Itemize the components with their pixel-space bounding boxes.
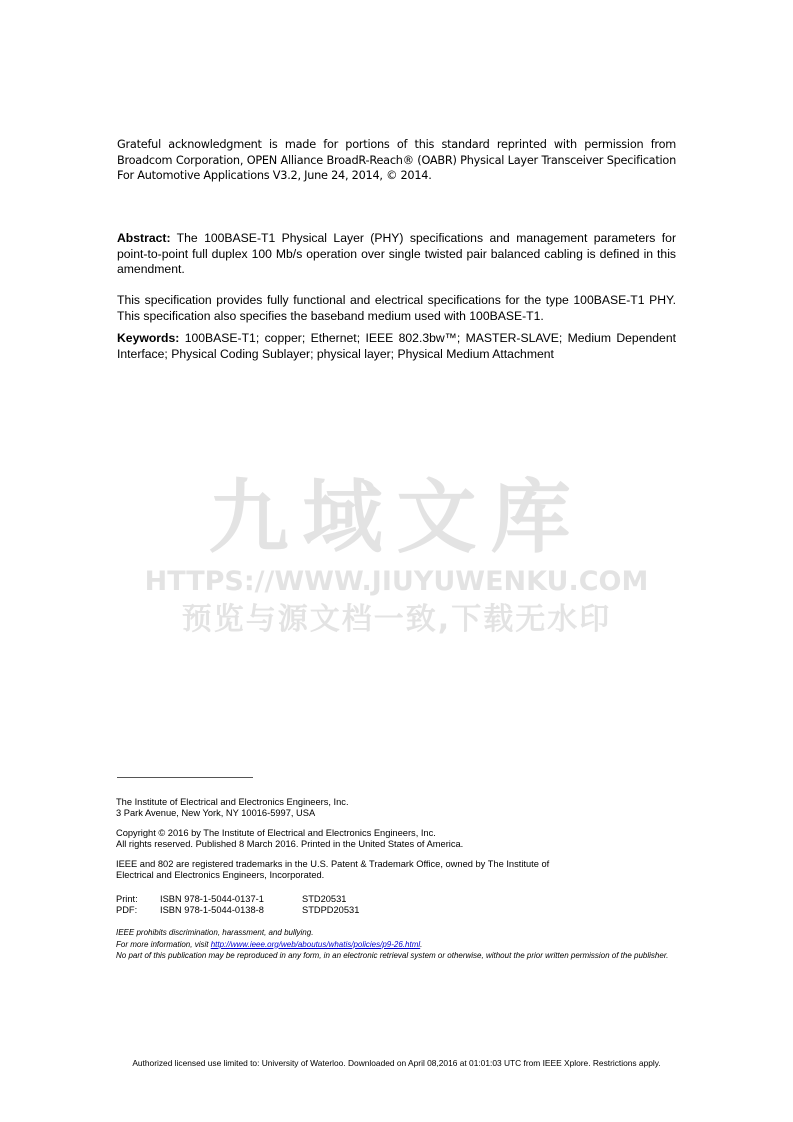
- isbn-number: ISBN 978-1-5044-0138-8: [160, 904, 264, 915]
- publisher-name: The Institute of Electrical and Electronics Engineers, Inc.: [116, 797, 349, 807]
- notice-more-info-suffix: .: [420, 939, 423, 949]
- keywords-label: Keywords:: [117, 331, 180, 345]
- isbn-row-pdf: [116, 905, 359, 916]
- publisher-address: 3 Park Avenue, New York, NY 10016-5997, USA: [116, 807, 316, 818]
- trademark-line-2: Electrical and Electronics Engineers, Incorporated.: [116, 869, 325, 880]
- notices-block: [116, 927, 686, 962]
- abstract-paragraph: [117, 231, 676, 278]
- specification-paragraph: This specification provides fully functional and electrical specifications for the type 100BASE-T1 PHY. This specification also specifies the baseband medium used with 100BASE-T1.: [117, 293, 676, 323]
- notice-more-info: [116, 939, 686, 951]
- license-footer: Authorized licensed use limited to: University of Waterloo. Downloaded on April 08,2016 at 01:01:03 UTC from IEEE Xplore. Restrictions apply.: [132, 1058, 661, 1068]
- watermark-url: HTTPS://WWW.JIUYUWENKU.COM: [144, 566, 649, 597]
- copyright-block: [116, 828, 463, 849]
- copyright-line-2: All rights reserved. Published 8 March 2016. Printed in the United States of America.: [116, 838, 464, 849]
- publisher-block: [116, 797, 349, 818]
- notice-discrimination: IEEE prohibits discrimination, harassment, and bullying.: [116, 928, 314, 937]
- abstract-label: Abstract:: [117, 231, 171, 245]
- notice-more-info-prefix: For more information, visit: [116, 939, 211, 949]
- isbn-table: [116, 894, 359, 915]
- isbn-row-print: [116, 894, 359, 905]
- acknowledgment-paragraph: Grateful acknowledgment is made for portions of this standard reprinted with permission from Broadcom Corporation, OPEN Alliance BroadR-Reach® (OABR) Physical Layer Transceiver Specification For Automotive Applications V3.2, June 24, 2014, © 2014.: [117, 138, 676, 183]
- trademark-line-1: IEEE and 802 are registered trademarks in the U.S. Patent & Trademark Office, owned by The Institute of: [116, 859, 550, 869]
- isbn-format: Print:: [116, 894, 138, 904]
- watermark-title: 九域文库: [208, 471, 585, 564]
- isbn-code: STD20531: [302, 894, 347, 904]
- trademark-block: [116, 859, 549, 880]
- keywords-paragraph: [117, 331, 676, 362]
- footnote-divider: [117, 777, 253, 778]
- isbn-code: STDPD20531: [302, 904, 360, 915]
- isbn-number: ISBN 978-1-5044-0137-1: [160, 894, 264, 904]
- abstract-text: The 100BASE-T1 Physical Layer (PHY) specifications and management parameters for point-to-point full duplex 100 Mb/s operation over single twisted pair balanced cabling is defined in this amendment.: [117, 231, 676, 276]
- isbn-format: PDF:: [116, 904, 138, 915]
- keywords-text: 100BASE-T1; copper; Ethernet; IEEE 802.3bw™; MASTER-SLAVE; Medium Dependent Interface; Physical Coding Sublayer; physical layer; Physical Medium Attachment: [117, 331, 676, 361]
- policy-link[interactable]: http://www.ieee.org/web/aboutus/whatis/policies/p9-26.html: [210, 939, 421, 949]
- notice-reproduction: No part of this publication may be reproduced in any form, in an electronic retrieval system or otherwise, without the prior written permission of the publisher.: [116, 951, 669, 961]
- copyright-line-1: Copyright © 2016 by The Institute of Electrical and Electronics Engineers, Inc.: [116, 828, 436, 838]
- watermark-tagline: 预览与源文档一致,下载无水印: [181, 602, 612, 637]
